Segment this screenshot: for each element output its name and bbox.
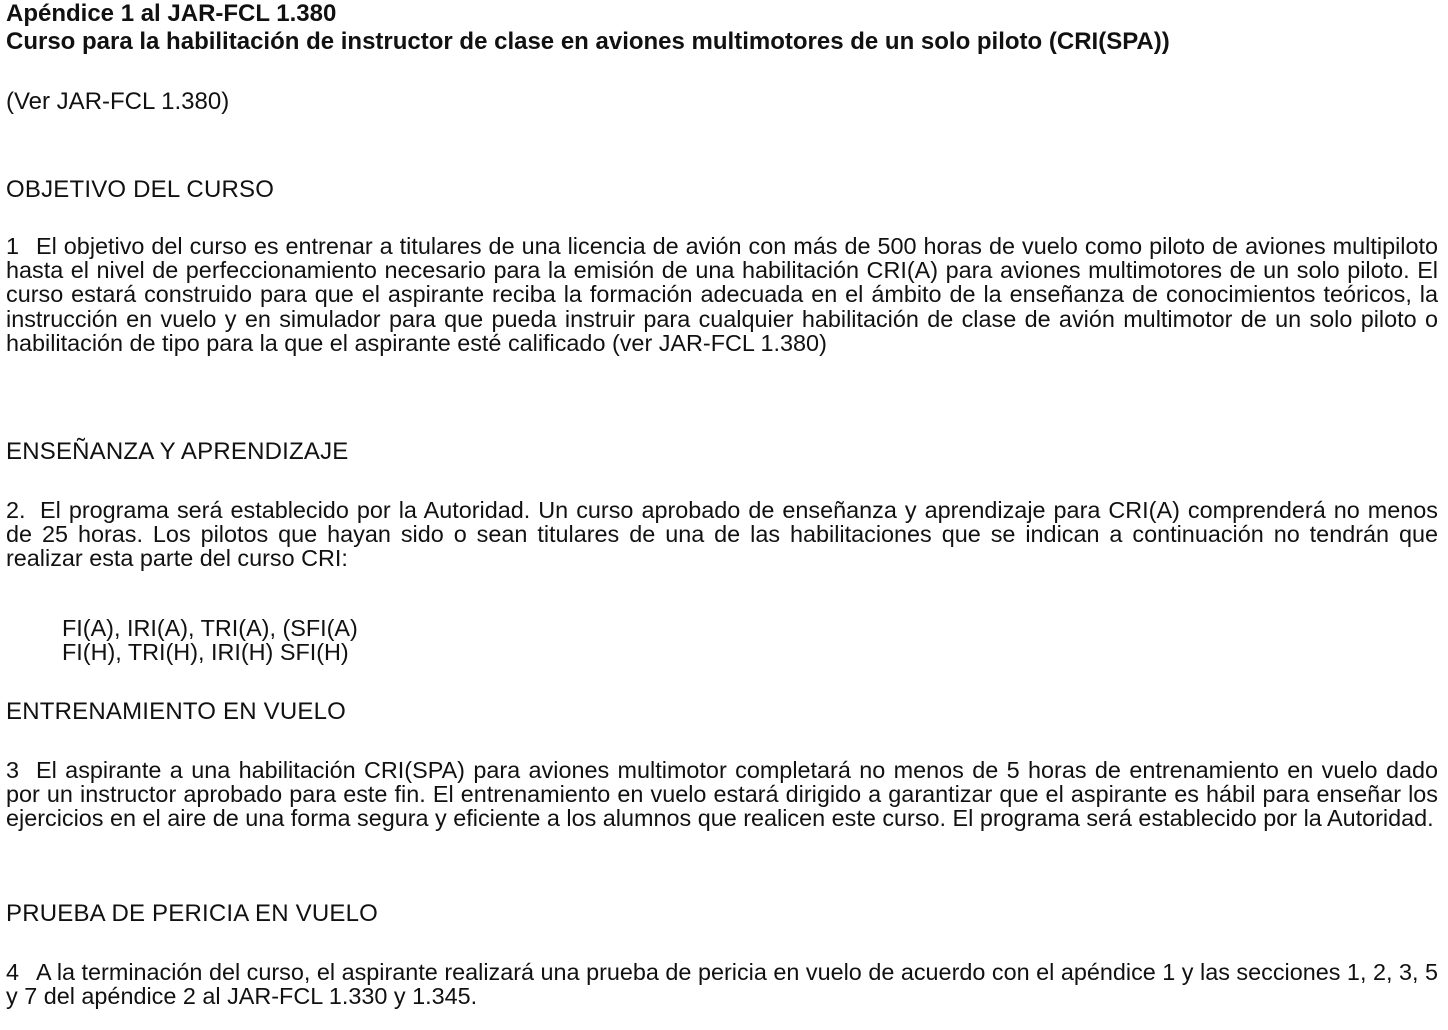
paragraph-text: El objetivo del curso es entrenar a titulares de una licencia de avión con más de 500 horas de vuelo como piloto de aviones multipiloto hasta el nivel de perfeccionamiento necesario para la emisión de una habilitación CRI(A) para aviones multimotores de un solo piloto. El curso estará construido para que el aspirante reciba la formación adecuada en el ámbito de la enseñanza de conocimientos teóricos, la instrucción en vuelo y en simulador para que pueda instruir para cualquier habilitación de clase de avión multimotor de un solo piloto o habilitación de tipo para la que el aspirante esté calificado (ver JAR-FCL 1.380)	[6, 233, 1438, 356]
reference-note: (Ver JAR-FCL 1.380)	[6, 88, 230, 115]
section-heading-entrenamiento: ENTRENAMIENTO EN VUELO	[6, 698, 347, 725]
document-title	[6, 0, 1170, 56]
paragraph-text: El aspirante a una habilitación CRI(SPA) para aviones multimotor completará no menos de 5 horas de entrenamiento en vuelo dado por un instructor aprobado para este fin. El entrenamiento en vuelo estará dirigido a garantizar que el aspirante es hábil para enseñar los ejercicios en el aire de una forma segura y eficiente a los alumnos que realicen este curso. El programa será establecido por la Autoridad.	[6, 757, 1438, 832]
section-heading-prueba: PRUEBA DE PERICIA EN VUELO	[6, 900, 378, 927]
title-line-2: Curso para la habilitación de instructor de clase en aviones multimotores de un solo piloto (CRI(SPA))	[6, 28, 1170, 55]
paragraph-4	[6, 960, 1438, 1008]
paragraph-number: 2.	[6, 497, 26, 523]
section-heading-objetivo: OBJETIVO DEL CURSO	[6, 176, 275, 203]
paragraph-text: El programa será establecido por la Autoridad. Un curso aprobado de enseñanza y aprendizaje para CRI(A) comprenderá no menos de 25 horas. Los pilotos que hayan sido o sean titulares de una de las habilitaciones que se indican a continuación no tendrán que realizar esta parte del curso CRI:	[6, 497, 1438, 572]
list-item: FI(A), IRI(A), TRI(A), (SFI(A)	[62, 615, 358, 641]
paragraph-1	[6, 234, 1438, 355]
paragraph-text: A la terminación del curso, el aspirante realizará una prueba de pericia en vuelo de acuerdo con el apéndice 1 y las secciones 1, 2, 3, 5 y 7 del apéndice 2 al JAR-FCL 1.330 y 1.345.	[6, 959, 1438, 1010]
title-line-1: Apéndice 1 al JAR-FCL 1.380	[6, 0, 337, 27]
paragraph-3	[6, 758, 1438, 831]
paragraph-number: 4	[6, 959, 20, 985]
section-heading-ensenanza: ENSEÑANZA Y APRENDIZAJE	[6, 438, 349, 465]
ratings-list	[62, 616, 358, 664]
list-item: FI(H), TRI(H), IRI(H) SFI(H)	[62, 639, 349, 665]
paragraph-number: 1	[6, 233, 20, 259]
paragraph-number: 3	[6, 757, 20, 783]
paragraph-2	[6, 498, 1438, 571]
